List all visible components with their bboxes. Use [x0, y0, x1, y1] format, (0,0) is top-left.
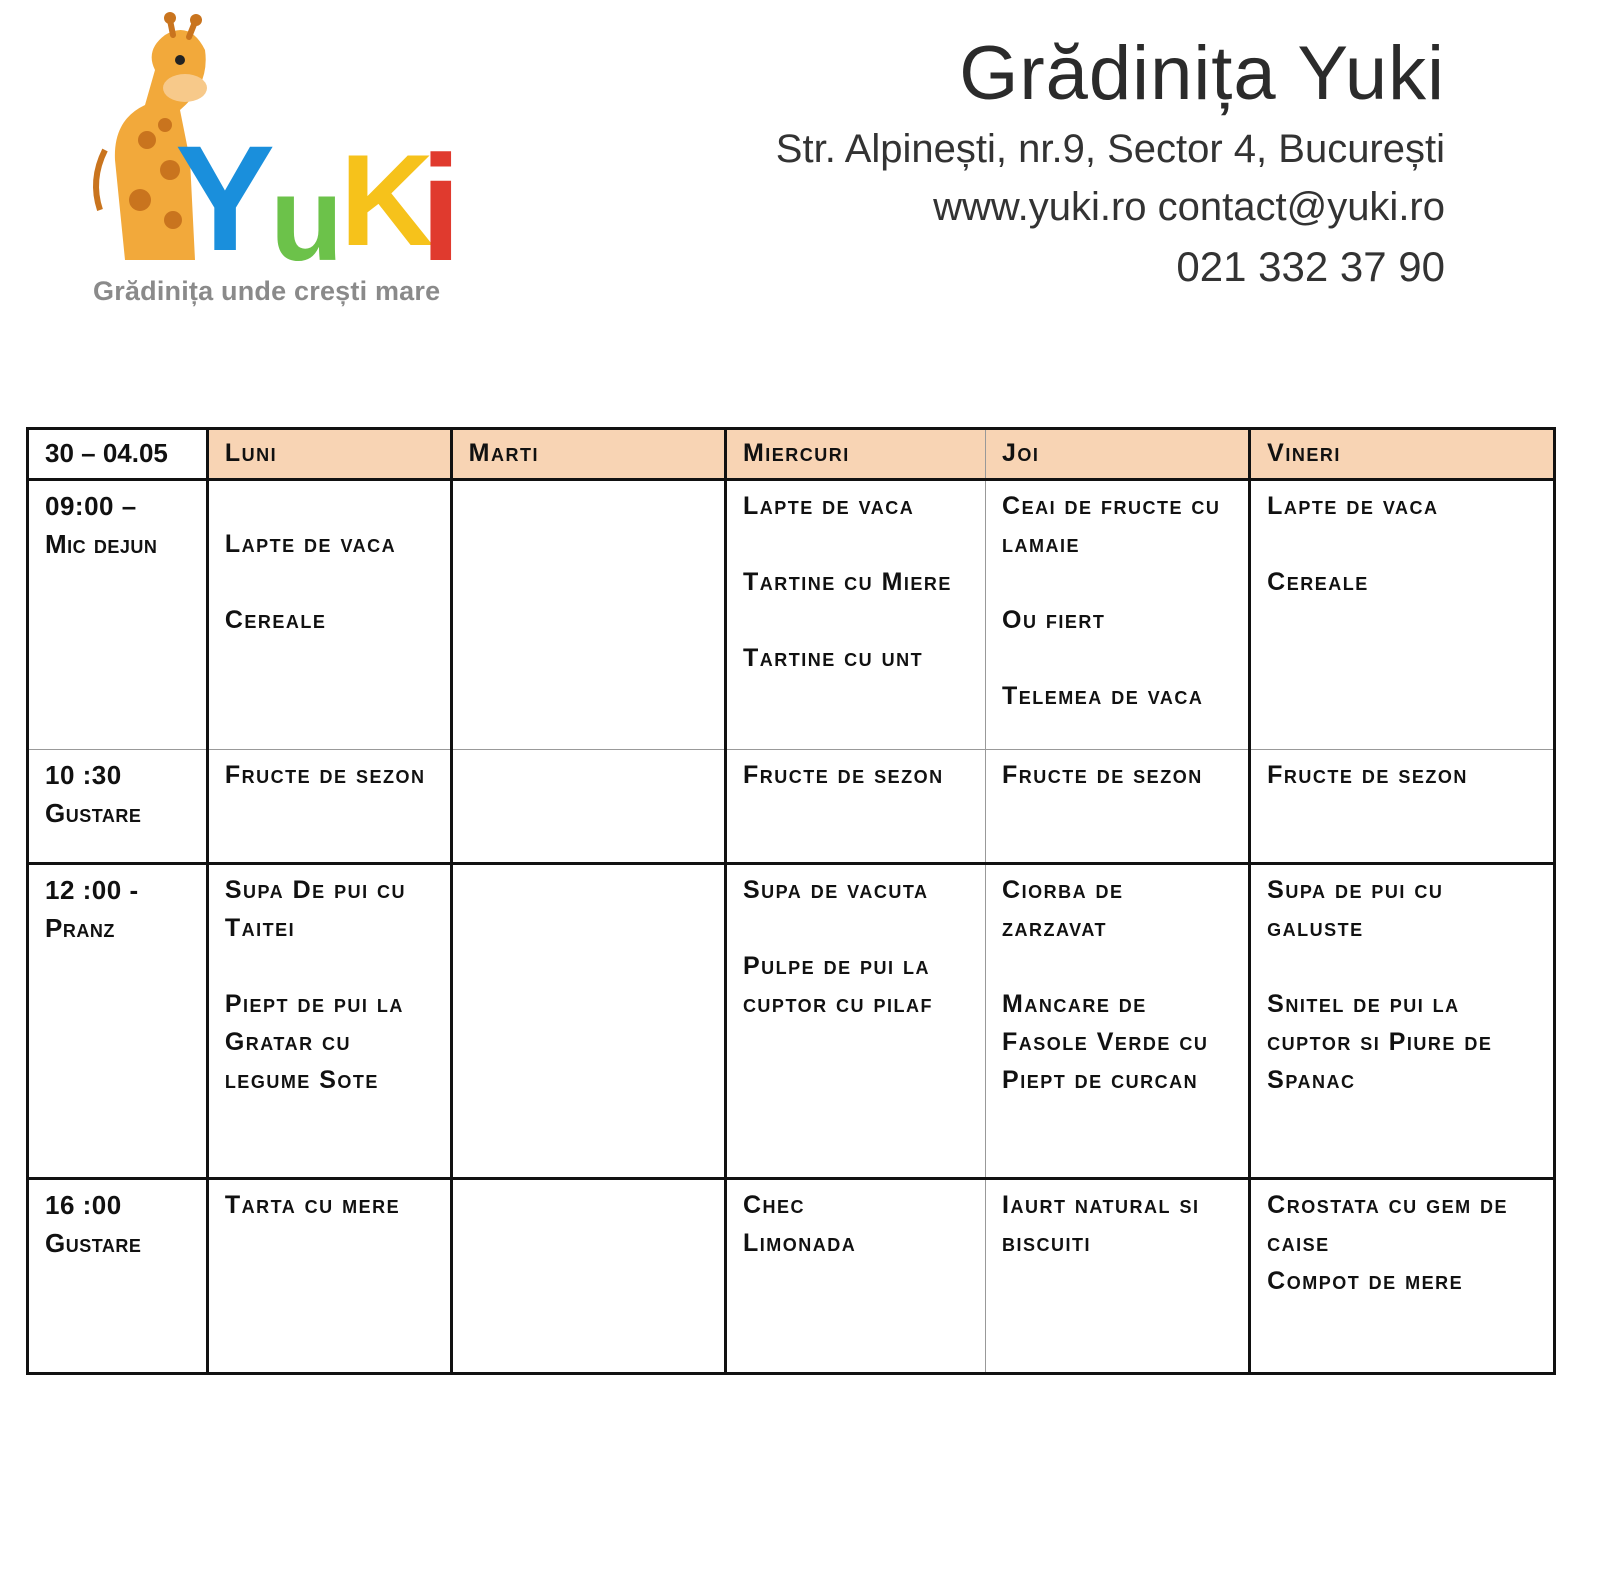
day-header-vineri: Vineri	[1250, 429, 1555, 480]
meal-time-label: Mic dejun	[45, 529, 158, 559]
yuki-wordmark	[85, 10, 475, 280]
menu-cell-miercuri	[725, 480, 985, 750]
day-header-miercuri: Miercuri	[725, 429, 985, 480]
menu-item: Ceai de fructe cu lamaie	[1002, 492, 1221, 558]
menu-item: Ou fiert	[1002, 606, 1106, 634]
spacer	[743, 601, 971, 639]
logo-letter-i: i	[420, 124, 462, 280]
menu-cell-luni	[207, 750, 451, 864]
meal-time-cell	[28, 1179, 208, 1374]
logo-letter-y: Y	[175, 114, 276, 280]
menu-cell-joi	[986, 480, 1250, 750]
header-info	[776, 28, 1445, 298]
day-header-luni: Luni	[207, 429, 451, 480]
table-header-row	[28, 429, 1555, 480]
menu-cell-luni	[207, 1179, 451, 1374]
meal-time-label: 10 :30	[45, 760, 122, 790]
menu-item: Supa de vacuta	[742, 876, 929, 904]
weekly-menu-table	[26, 427, 1556, 1375]
date-range: 30 – 04.05	[28, 429, 208, 480]
menu-item: Ciorba de zarzavat	[1002, 876, 1124, 942]
menu-cell-miercuri	[725, 750, 985, 864]
menu-cell-joi	[986, 864, 1250, 1179]
table-row	[28, 480, 1555, 750]
table-row	[28, 750, 1555, 864]
menu-cell-vineri	[1250, 750, 1555, 864]
meal-time-cell	[28, 480, 208, 750]
menu-cell-luni	[207, 480, 451, 750]
logo-letter-k: K	[340, 127, 434, 273]
menu-item: Supa De pui cu Taitei	[224, 876, 407, 942]
logo-tagline: Grădinița unde crești mare	[93, 276, 441, 306]
menu-item: Cereale	[224, 606, 327, 634]
meal-time-label: Pranz	[45, 913, 115, 943]
menu-item: Iaurt natural si biscuiti	[1002, 1191, 1200, 1257]
spacer	[1002, 639, 1234, 677]
web-email: www.yuki.ro contact@yuki.ro	[933, 185, 1445, 229]
menu-item: Telemea de vaca	[1002, 682, 1204, 710]
meal-time-label: 09:00 –	[45, 491, 137, 521]
menu-item: Supa de pui cu galuste	[1267, 876, 1444, 942]
menu-item: Tartine cu unt	[742, 644, 924, 672]
spacer	[225, 563, 436, 601]
menu-item: Tartine cu Miere	[742, 568, 952, 596]
spacer	[1267, 525, 1539, 563]
address: Str. Alpinești, nr.9, Sector 4, București	[775, 127, 1445, 171]
yuki-logo	[85, 10, 475, 320]
menu-cell-joi	[986, 1179, 1250, 1374]
menu-item: Cereale	[1267, 568, 1369, 596]
menu-item: Pulpe de pui la cuptor cu pilaf	[742, 952, 933, 1018]
menu-cell-marti	[451, 750, 725, 864]
menu-item: Lapte de vaca	[224, 530, 397, 558]
menu-item: Tarta cu mere	[224, 1191, 401, 1219]
spacer	[1002, 563, 1234, 601]
menu-item: Fructe de sezon	[1002, 761, 1203, 789]
menu-cell-vineri	[1250, 864, 1555, 1179]
menu-item: Snitel de pui la cuptor si Piure de Spanac	[1267, 990, 1493, 1094]
menu-item: Fructe de sezon	[742, 761, 944, 789]
spacer	[225, 947, 436, 985]
menu-cell-vineri	[1250, 1179, 1555, 1374]
menu-cell-joi	[986, 750, 1250, 864]
menu-item: Chec	[742, 1191, 805, 1219]
menu-cell-luni	[207, 864, 451, 1179]
meal-time-label: 16 :00	[45, 1190, 122, 1220]
menu-item: Mancare de Fasole Verde cu Piept de curcan	[1002, 990, 1209, 1094]
menu-cell-marti	[451, 1179, 725, 1374]
spacer	[225, 487, 436, 525]
spacer	[1002, 947, 1234, 985]
day-header-marti: Marti	[451, 429, 725, 480]
menu-item: Fructe de sezon	[1267, 761, 1468, 789]
meal-time-label: Gustare	[45, 1228, 142, 1258]
meal-time-cell	[28, 864, 208, 1179]
menu-cell-vineri	[1250, 480, 1555, 750]
spacer	[1267, 947, 1539, 985]
table-row	[28, 864, 1555, 1179]
menu-cell-miercuri	[725, 1179, 985, 1374]
menu-item: Lapte de vaca	[742, 492, 915, 520]
logo-letter-u: u	[270, 152, 344, 280]
meal-time-cell	[28, 750, 208, 864]
menu-item: Limonada	[742, 1229, 857, 1257]
menu-cell-marti	[451, 480, 725, 750]
spacer	[743, 525, 971, 563]
menu-cell-marti	[451, 864, 725, 1179]
spacer	[743, 909, 971, 947]
menu-item: Compot de mere	[1267, 1267, 1464, 1295]
menu-item: Lapte de vaca	[1267, 492, 1439, 520]
page-title: Grădinița Yuki	[959, 31, 1445, 116]
meal-time-label: Gustare	[45, 798, 142, 828]
menu-item: Piept de pui la Gratar cu legume Sote	[224, 990, 404, 1094]
menu-item: Fructe de sezon	[224, 761, 426, 789]
phone: 021 332 37 90	[1176, 243, 1445, 290]
day-header-joi: Joi	[986, 429, 1250, 480]
menu-item: Crostata cu gem de caise	[1267, 1191, 1509, 1257]
table-row	[28, 1179, 1555, 1374]
menu-cell-miercuri	[725, 864, 985, 1179]
meal-time-label: 12 :00 -	[45, 875, 139, 905]
